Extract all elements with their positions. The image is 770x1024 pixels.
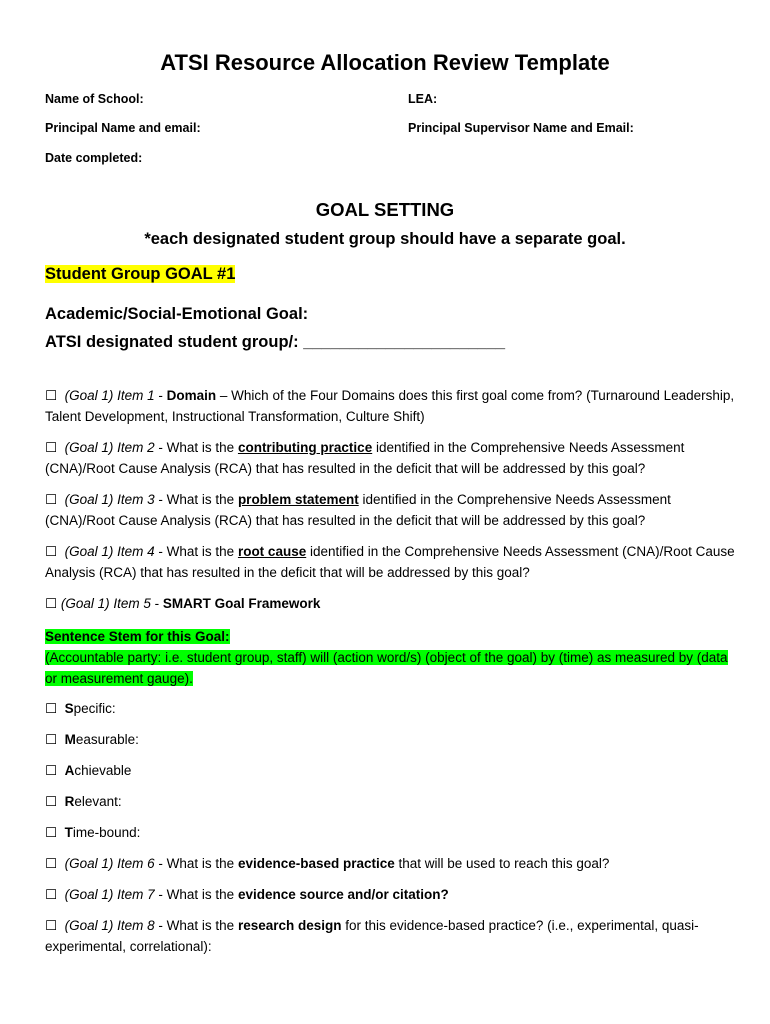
smart-specific	[45, 698, 116, 719]
item-3-ref: (Goal 1) Item 3	[64, 492, 155, 507]
goal-item-2	[45, 437, 735, 479]
checkbox-relevant[interactable]: ☐	[45, 794, 58, 809]
goal-item-8	[45, 915, 735, 957]
checkbox-achievable[interactable]: ☐	[45, 763, 58, 778]
smart-achievable-rest: chievable	[74, 763, 132, 778]
item-4-key: root cause	[237, 544, 307, 559]
checkbox-item-3[interactable]: ☐	[45, 492, 58, 507]
goal-item-6	[45, 853, 609, 874]
goal-setting-subheading: *each designated student group should have a separate goal.	[144, 230, 626, 248]
student-group-goal-text: Student Group GOAL #1	[45, 265, 236, 283]
checkbox-specific[interactable]: ☐	[45, 701, 58, 716]
item-5-key: SMART Goal Framework	[162, 596, 321, 611]
item-7-key: evidence source and/or citation?	[237, 887, 449, 902]
principal-label: Principal Name and email:	[45, 121, 201, 135]
item-2-text: identified in the Comprehensive Needs Assessment (CNA)/Root Cause Analysis (RCA) that has resulted in the deficit that will be addressed by this goal?	[45, 440, 685, 476]
item-8-pre: - What is the	[154, 918, 238, 933]
smart-specific-letter: S	[64, 701, 74, 716]
item-1-key: Domain	[166, 388, 217, 403]
student-group-goal-heading	[45, 265, 235, 284]
goal-setting-heading: GOAL SETTING	[315, 199, 455, 220]
item-6-key: evidence-based practice	[237, 856, 395, 871]
checkbox-item-5[interactable]: ☐	[45, 596, 58, 611]
smart-time-bound-letter: T	[64, 825, 73, 840]
item-4-text: identified in the Comprehensive Needs Assessment (CNA)/Root Cause Analysis (RCA) that has resulted in the deficit that will be addressed by this goal?	[45, 544, 735, 580]
sentence-stem-text: (Accountable party: i.e. student group, staff) will (action word/s) (object of the goal) by (time) as measured by (data or measurement gauge).	[45, 650, 728, 686]
goal-item-3	[45, 489, 735, 531]
item-1-dash: -	[154, 388, 167, 403]
item-2-pre: - What is the	[154, 440, 238, 455]
item-2-ref: (Goal 1) Item 2	[64, 440, 155, 455]
smart-measurable-letter: M	[64, 732, 76, 747]
item-6-text: that will be used to reach this goal?	[394, 856, 610, 871]
item-8-text: for this evidence-based practice? (i.e., experimental, quasi-experimental, correlational):	[45, 918, 699, 954]
lea-label: LEA:	[408, 92, 438, 106]
goal-item-5	[45, 593, 320, 614]
item-1-ref: (Goal 1) Item 1	[64, 388, 155, 403]
smart-measurable	[45, 729, 139, 750]
checkbox-item-2[interactable]: ☐	[45, 440, 58, 455]
checkbox-item-4[interactable]: ☐	[45, 544, 58, 559]
smart-relevant-rest: elevant:	[74, 794, 122, 809]
item-4-ref: (Goal 1) Item 4	[64, 544, 155, 559]
supervisor-label: Principal Supervisor Name and Email:	[408, 121, 634, 135]
checkbox-item-7[interactable]: ☐	[45, 887, 58, 902]
school-name-label: Name of School:	[45, 92, 144, 106]
goal-item-1	[45, 385, 735, 427]
checkbox-measurable[interactable]: ☐	[45, 732, 58, 747]
item-1-text: – Which of the Four Domains does this first goal come from? (Turnaround Leadership, Talent Development, Instructional Transformation, Culture Shift)	[45, 388, 735, 424]
item-3-pre: - What is the	[154, 492, 238, 507]
smart-time-bound-rest: ime-bound:	[72, 825, 141, 840]
smart-achievable	[45, 760, 131, 781]
atsi-group-heading: ATSI designated student group/: ______________________	[45, 333, 506, 351]
smart-relevant	[45, 791, 122, 812]
smart-relevant-letter: R	[64, 794, 75, 809]
checkbox-item-6[interactable]: ☐	[45, 856, 58, 871]
goal-item-7	[45, 884, 449, 905]
sentence-stem	[45, 626, 735, 689]
item-7-pre: - What is the	[154, 887, 238, 902]
goal-item-4	[45, 541, 735, 583]
item-8-key: research design	[237, 918, 342, 933]
smart-achievable-letter: A	[64, 763, 75, 778]
item-7-ref: (Goal 1) Item 7	[64, 887, 155, 902]
checkbox-time-bound[interactable]: ☐	[45, 825, 58, 840]
item-2-key: contributing practice	[237, 440, 373, 455]
item-5-ref: (Goal 1) Item 5	[60, 596, 151, 611]
document-title: ATSI Resource Allocation Review Template	[160, 50, 610, 75]
sentence-stem-label: Sentence Stem for this Goal:	[45, 629, 230, 644]
item-5-dash: -	[150, 596, 163, 611]
item-6-pre: - What is the	[154, 856, 238, 871]
item-4-pre: - What is the	[154, 544, 238, 559]
item-6-ref: (Goal 1) Item 6	[64, 856, 155, 871]
smart-specific-rest: pecific:	[73, 701, 116, 716]
checkbox-item-1[interactable]: ☐	[45, 388, 58, 403]
checkbox-item-8[interactable]: ☐	[45, 918, 58, 933]
item-3-text: identified in the Comprehensive Needs Assessment (CNA)/Root Cause Analysis (RCA) that has resulted in the deficit that will be addressed by this goal?	[45, 492, 671, 528]
item-8-ref: (Goal 1) Item 8	[64, 918, 155, 933]
item-3-key: problem statement	[237, 492, 359, 507]
smart-measurable-rest: easurable:	[75, 732, 139, 747]
smart-time-bound	[45, 822, 140, 843]
date-completed-label: Date completed:	[45, 151, 143, 165]
academic-goal-heading: Academic/Social-Emotional Goal:	[45, 305, 309, 323]
